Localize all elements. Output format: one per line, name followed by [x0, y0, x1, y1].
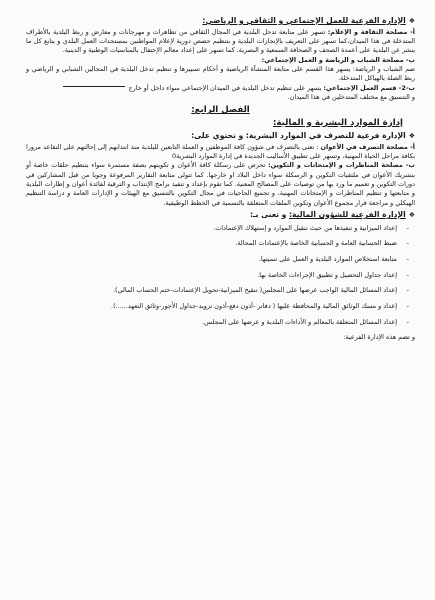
section-heading-finance: ❖الإدارة الفرعية للشؤون المالية: و تعنى بـ: [249, 210, 415, 220]
section-heading-social-cultural-sports: ❖الإدارة الفرعية للعمل الإجتماعي و الثقافي و الرياضي: [202, 16, 415, 25]
list-item: - متابعة استخلاص الموارد البلدية و العمل على تنميتها. [26, 255, 397, 264]
finance-footer: و تضم هذه الإدارة الفرعية: [343, 333, 415, 342]
chapter-subtitle: إدارة الموارد البشرية و المالية: [272, 117, 403, 128]
training-label: ب- مصلحة المناظرات و الإمتحانات و التكوين: [268, 161, 416, 170]
list-item: - إعداد المسائل المتعلقة بالمعالم و الأداءات البلدية و عرضها على المجلس. [26, 318, 397, 327]
training-paragraph [26, 161, 415, 208]
social-work-paragraph-cont [26, 93, 415, 102]
handwritten-line-mark [63, 86, 125, 87]
social-work-text-cont: و التنسيق مع مختلف المتدخلين في هذا الميدان. [287, 92, 415, 101]
list-item: - إعداد جداول التحصيل و تطبيق الإجراءات الخاصة بها. [26, 271, 397, 280]
training-text: تحرص على رسكلة كافة الأعوان و تكوينهم بصفة مستمرة سواء بتنظيم حلقات خاصة أو بتشريك الأعوان في ملتقيات التكوين و الرسكلة سواء داخل البلاد او خارجها. كما تتولى متابعة التقارير المرفوعة وجوبا من قبل المشاركين في دورات التكوين و تعميم ما ورد بها من توصيات على المصالح المعنية. كما تقوم بإعداد و تنفيذ برامج الإنتداب و الترقية لفائدة أعوان و إطارات البلدية و متابعتها و تنظيم المناظرات و الإمتحانات المهنية، و تجميع الحاجيات في مجال التكوين بالتنسيق مع الهيئات و الإدارات العامة و دراسة التنظيم الهيكلي و مراجعة قرار مجموع الأعوان وتكوين الملفات المتعلقة بالتسمية في الخطط الوظيفية. [26, 161, 415, 207]
list-item: - إعداد المسائل المالية الواجب عرضها على المجلس( تنقيح الميزانية-تحويل الإعتمادات-ختم الحساب المالي). [26, 286, 397, 295]
diamond-bullet-icon: ❖ [408, 132, 415, 141]
section-heading-human-resources: ❖الإدارة فرعية للتصرف في الموارد البشرية: و تحتوي على: [191, 131, 415, 141]
youth-sports-paragraph [26, 65, 415, 84]
culture-media-text: تسهر على متابعة تدخل البلدية في المجال الثقافي من تظاهرات و مهرجانات و معارض و ربط البلدية بالأطراف المتدخلة في هذا الميدان،كما تسهر على التعريف بالإنجازات البلدية و بتنظيم حصص دورية لإعلام المواطنين بمستجدات العمل البلدي و يتابع كل ما ينشر عن البلدية على أعمدة الصحف و الصحافة السمعية و البصرية. كما تسهر على إعداد معالم الإحتفال بالمناسبات الوطنية و الدينية. [26, 27, 415, 55]
social-work-text: يسهر على تنظيم تدخل البلدية في الميدان الإجتماعي سواء داخل أو خارج [128, 83, 322, 92]
youth-sports-heading: ب- مصلحة الشباب و الرياضة و العمل الإجتماعي: [261, 55, 415, 64]
social-work-label: ب-2- قسم العمل الإجتماعي: [323, 83, 415, 92]
list-item: - إعداد الميزانية و تنفيذها من حيث تنقيل الموارد و إستهلاك الإعتمادات. [26, 224, 397, 233]
list-item: - ضبط الحسابية العامة و الحسابية الخاصة بالإعتمادات المحالة. [26, 239, 397, 248]
staff-management-text: : تعنى بالتصرف في شؤون كافة الموظفين و العملة التابعين للبلدية منذ انتدابهم إلى إحالتهم على التقاعد مرورا بكافة مراحل الحياة المهنية، وتسهر على تطبيق الأساليب الجديدة في إدارة الموارد البشرية0 [26, 142, 415, 161]
staff-management-label: أ- مصلحة التصرف في الأعوان [320, 142, 415, 151]
list-item: - إعداد و مسك الوثائق المالية والمحافظة عليها ( دفاتر -أذون دفع-أذون تزويد-جداول الأجور-وثائق التعهد......). [26, 302, 397, 311]
social-work-paragraph [26, 84, 415, 93]
culture-media-paragraph [26, 28, 415, 56]
chapter-title: الفصل الرابع: [191, 105, 250, 116]
diamond-bullet-icon: ❖ [408, 17, 415, 25]
youth-sports-text: ضم الشباب و الرياضة: يسهر هذا القسم على متابعة المنشآة الرياضية و أحكام تسييرها و تنظيم تدخل البلدية في المجالين الشبابي و الرياضي و ربط الصلة بالهياكل المتدخلة. [26, 64, 415, 83]
finance-task-list [26, 224, 415, 327]
culture-media-label: أ- مصلحة الثقافة و الإعلام: [327, 27, 415, 36]
staff-management-paragraph [26, 143, 415, 162]
diamond-bullet-icon: ❖ [408, 211, 415, 220]
